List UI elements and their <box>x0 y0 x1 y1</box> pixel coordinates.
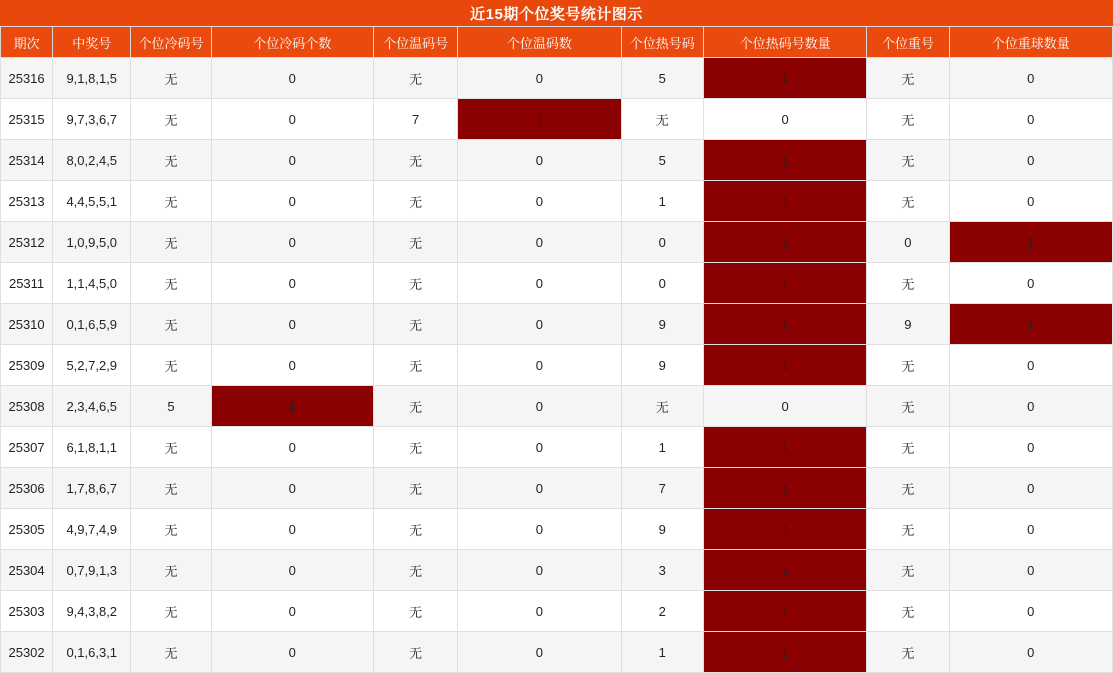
table-cell: 3 <box>621 550 703 591</box>
table-cell: 1,1,4,5,0 <box>53 263 131 304</box>
table-cell: 无 <box>373 632 457 673</box>
table-cell: 0 <box>211 140 373 181</box>
table-row <box>1 427 1113 468</box>
table-cell: 无 <box>867 427 949 468</box>
table-cell: 无 <box>373 386 457 427</box>
table-cell: 1 <box>703 304 866 345</box>
table-cell: 25304 <box>1 550 53 591</box>
table-cell: 0 <box>211 427 373 468</box>
table-row <box>1 550 1113 591</box>
table-cell: 0 <box>211 99 373 140</box>
table-cell: 0 <box>703 99 866 140</box>
table-cell: 25313 <box>1 181 53 222</box>
table-cell: 0 <box>211 263 373 304</box>
table-cell: 0 <box>458 181 621 222</box>
table-cell: 1 <box>703 427 866 468</box>
table-row <box>1 304 1113 345</box>
table-cell: 25308 <box>1 386 53 427</box>
table-cell: 0 <box>949 632 1112 673</box>
table-cell: 6,1,8,1,1 <box>53 427 131 468</box>
table-cell: 无 <box>131 58 211 99</box>
column-header: 个位热号码 <box>621 27 703 58</box>
table-cell: 7 <box>621 468 703 509</box>
table-cell: 4,9,7,4,9 <box>53 509 131 550</box>
table-cell: 2,3,4,6,5 <box>53 386 131 427</box>
table-cell: 0 <box>458 386 621 427</box>
table-cell: 无 <box>373 181 457 222</box>
table-cell: 0 <box>458 632 621 673</box>
column-header: 个位冷码个数 <box>211 27 373 58</box>
table-cell: 9,1,8,1,5 <box>53 58 131 99</box>
table-cell: 无 <box>373 58 457 99</box>
column-header: 期次 <box>1 27 53 58</box>
table-cell: 25305 <box>1 509 53 550</box>
table-cell: 无 <box>131 181 211 222</box>
table-cell: 0 <box>211 468 373 509</box>
table-cell: 无 <box>867 58 949 99</box>
table-cell: 0 <box>949 263 1112 304</box>
table-cell: 5 <box>621 58 703 99</box>
table-cell: 0 <box>949 140 1112 181</box>
table-cell: 1 <box>621 181 703 222</box>
table-cell: 25312 <box>1 222 53 263</box>
table-cell: 7 <box>373 99 457 140</box>
table-cell: 0 <box>949 509 1112 550</box>
table-cell: 无 <box>131 304 211 345</box>
table-cell: 无 <box>373 591 457 632</box>
table-row <box>1 181 1113 222</box>
table-cell: 0 <box>211 181 373 222</box>
table-cell: 无 <box>373 263 457 304</box>
column-header: 个位重号 <box>867 27 949 58</box>
table-cell: 1 <box>703 58 866 99</box>
table-cell: 0 <box>949 99 1112 140</box>
table-cell: 1 <box>703 632 866 673</box>
table-row <box>1 99 1113 140</box>
table-cell: 无 <box>867 140 949 181</box>
table-cell: 0 <box>949 345 1112 386</box>
table-cell: 0 <box>949 591 1112 632</box>
table-cell: 0 <box>949 58 1112 99</box>
table-cell: 无 <box>867 591 949 632</box>
table-cell: 25316 <box>1 58 53 99</box>
table-row <box>1 222 1113 263</box>
table-cell: 0 <box>458 468 621 509</box>
table-cell: 无 <box>867 345 949 386</box>
table-cell: 5 <box>131 386 211 427</box>
column-header: 个位温码号 <box>373 27 457 58</box>
table-cell: 0 <box>211 345 373 386</box>
table-cell: 0 <box>458 550 621 591</box>
table-cell: 无 <box>373 345 457 386</box>
table-cell: 9 <box>621 509 703 550</box>
statistics-table <box>0 26 1113 673</box>
table-cell: 25311 <box>1 263 53 304</box>
table-cell: 无 <box>131 427 211 468</box>
table-cell: 1 <box>703 591 866 632</box>
table-cell: 0 <box>458 591 621 632</box>
table-cell: 9,7,3,6,7 <box>53 99 131 140</box>
table-cell: 25315 <box>1 99 53 140</box>
table-cell: 无 <box>621 386 703 427</box>
table-cell: 1 <box>949 304 1112 345</box>
table-cell: 0 <box>867 222 949 263</box>
table-cell: 0 <box>458 263 621 304</box>
column-header: 个位冷码号 <box>131 27 211 58</box>
table-cell: 25306 <box>1 468 53 509</box>
table-row <box>1 632 1113 673</box>
table-cell: 0,1,6,3,1 <box>53 632 131 673</box>
table-cell: 无 <box>373 509 457 550</box>
table-cell: 0,7,9,1,3 <box>53 550 131 591</box>
table-row <box>1 591 1113 632</box>
table-cell: 1 <box>621 427 703 468</box>
table-cell: 5 <box>621 140 703 181</box>
table-cell: 无 <box>867 99 949 140</box>
table-cell: 无 <box>131 140 211 181</box>
table-cell: 1 <box>949 222 1112 263</box>
table-cell: 无 <box>131 263 211 304</box>
table-cell: 无 <box>867 386 949 427</box>
table-cell: 0 <box>949 386 1112 427</box>
table-cell: 2 <box>621 591 703 632</box>
table-cell: 0 <box>949 550 1112 591</box>
table-cell: 0 <box>211 550 373 591</box>
table-cell: 0 <box>211 509 373 550</box>
table-cell: 4,4,5,5,1 <box>53 181 131 222</box>
table-cell: 0 <box>458 345 621 386</box>
table-cell: 25307 <box>1 427 53 468</box>
table-cell: 0 <box>458 509 621 550</box>
table-cell: 1,0,9,5,0 <box>53 222 131 263</box>
table-cell: 1,7,8,6,7 <box>53 468 131 509</box>
table-cell: 0 <box>211 632 373 673</box>
table-cell: 无 <box>867 509 949 550</box>
column-header: 个位重球数量 <box>949 27 1112 58</box>
table-cell: 1 <box>703 181 866 222</box>
table-cell: 8,0,2,4,5 <box>53 140 131 181</box>
column-header: 个位热码号数量 <box>703 27 866 58</box>
table-cell: 0 <box>211 304 373 345</box>
table-cell: 25309 <box>1 345 53 386</box>
table-cell: 无 <box>131 509 211 550</box>
table-cell: 无 <box>131 222 211 263</box>
table-cell: 无 <box>131 345 211 386</box>
table-row <box>1 263 1113 304</box>
table-cell: 1 <box>703 140 866 181</box>
table-cell: 0 <box>949 427 1112 468</box>
table-cell: 无 <box>131 591 211 632</box>
table-row <box>1 509 1113 550</box>
table-cell: 9 <box>867 304 949 345</box>
table-cell: 无 <box>867 263 949 304</box>
table-cell: 0 <box>703 386 866 427</box>
table-header <box>1 27 1113 58</box>
table-cell: 无 <box>373 550 457 591</box>
table-cell: 无 <box>373 304 457 345</box>
table-cell: 无 <box>131 550 211 591</box>
table-body <box>1 58 1113 673</box>
table-cell: 1 <box>458 99 621 140</box>
table-row <box>1 140 1113 181</box>
table-cell: 无 <box>373 468 457 509</box>
table-row <box>1 386 1113 427</box>
table-cell: 0 <box>458 140 621 181</box>
table-cell: 无 <box>867 468 949 509</box>
table-cell: 0 <box>621 222 703 263</box>
table-row <box>1 345 1113 386</box>
table-cell: 1 <box>703 509 866 550</box>
table-cell: 1 <box>703 263 866 304</box>
table-cell: 无 <box>131 99 211 140</box>
table-cell: 25303 <box>1 591 53 632</box>
table-cell: 无 <box>867 181 949 222</box>
table-cell: 0,1,6,5,9 <box>53 304 131 345</box>
column-header: 个位温码数 <box>458 27 621 58</box>
table-cell: 1 <box>211 386 373 427</box>
table-cell: 0 <box>458 304 621 345</box>
table-cell: 无 <box>131 632 211 673</box>
table-cell: 无 <box>131 468 211 509</box>
table-cell: 0 <box>458 222 621 263</box>
table-cell: 0 <box>211 222 373 263</box>
table-cell: 无 <box>373 140 457 181</box>
table-cell: 1 <box>703 468 866 509</box>
table-cell: 无 <box>373 427 457 468</box>
table-cell: 9 <box>621 345 703 386</box>
table-cell: 1 <box>621 632 703 673</box>
table-cell: 无 <box>373 222 457 263</box>
table-cell: 25310 <box>1 304 53 345</box>
table-cell: 5,2,7,2,9 <box>53 345 131 386</box>
table-cell: 1 <box>703 222 866 263</box>
table-cell: 25314 <box>1 140 53 181</box>
table-cell: 0 <box>949 181 1112 222</box>
table-cell: 9 <box>621 304 703 345</box>
table-row <box>1 468 1113 509</box>
table-cell: 1 <box>703 345 866 386</box>
table-row <box>1 58 1113 99</box>
table-header-row <box>1 27 1113 58</box>
table-cell: 无 <box>867 632 949 673</box>
table-cell: 9,4,3,8,2 <box>53 591 131 632</box>
table-cell: 0 <box>621 263 703 304</box>
table-cell: 0 <box>211 58 373 99</box>
table-cell: 1 <box>703 550 866 591</box>
table-cell: 25302 <box>1 632 53 673</box>
table-cell: 无 <box>621 99 703 140</box>
page-title: 近15期个位奖号统计图示 <box>0 0 1113 26</box>
table-cell: 0 <box>211 591 373 632</box>
table-cell: 0 <box>949 468 1112 509</box>
column-header: 中奖号 <box>53 27 131 58</box>
table-cell: 无 <box>867 550 949 591</box>
table-cell: 0 <box>458 427 621 468</box>
table-cell: 0 <box>458 58 621 99</box>
